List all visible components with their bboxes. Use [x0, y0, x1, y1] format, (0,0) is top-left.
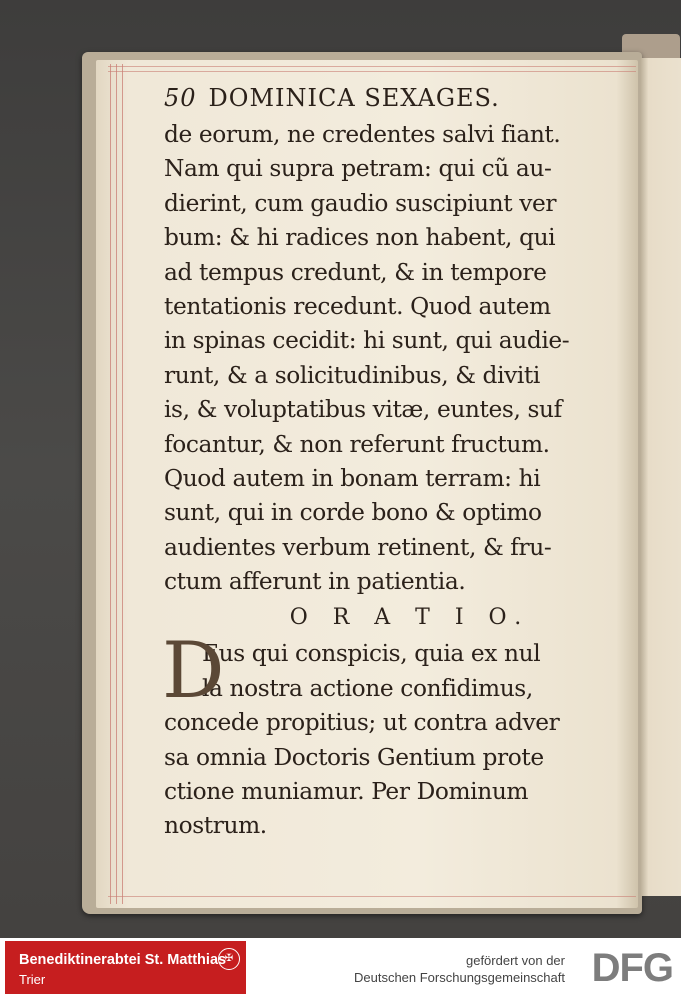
text-line: sa omnia Doctoris Gentium prote	[164, 743, 544, 771]
text-line: dierint, cum gaudio suscipiunt ver	[164, 189, 557, 217]
text-line: concede propitius; ut contra adver	[164, 709, 560, 737]
text-line: focantur, & non referunt fructum.	[164, 430, 550, 458]
text-line: Eus qui conspicis, quia ex nul	[202, 640, 541, 668]
margin-rule	[108, 66, 636, 67]
funding-line: Deutschen Forschungsgemeinschaft	[353, 970, 565, 985]
funding-line: gefördert von der	[465, 953, 565, 968]
margin-rule	[108, 896, 636, 897]
dfg-logo: DFG	[591, 946, 673, 990]
right-page-edge	[640, 58, 681, 896]
margin-rule	[116, 64, 117, 904]
institution-banner[interactable]	[5, 941, 246, 994]
text-line: ctum afferunt in patientia.	[164, 568, 466, 596]
text-line: in spinas cecidit: hi sunt, qui audie-	[164, 327, 570, 355]
text-line: nostrum.	[164, 812, 267, 840]
body-text	[164, 118, 616, 599]
funding-text	[265, 952, 565, 986]
text-line: bum: & hi radices non habent, qui	[164, 224, 556, 252]
text-line: audientes verbum retinent, & fru-	[164, 533, 552, 561]
oratio-heading: O R A T I O.	[289, 605, 531, 631]
text-line: runt, & a solicitudinibus, & diviti	[164, 361, 540, 389]
text-line: Nam qui supra petram: qui cũ au-	[164, 155, 552, 183]
text-line: ad tempus credunt, & in tempore	[164, 258, 547, 286]
page-number: 50	[164, 84, 197, 112]
text-line: la nostra actione confidimus,	[202, 674, 533, 702]
institution-city: Trier	[19, 972, 46, 987]
footer-bar	[0, 938, 681, 1000]
margin-rule	[122, 64, 123, 904]
drop-cap: D	[162, 626, 225, 717]
page-text	[164, 84, 616, 844]
text-line: is, & voluptatibus vitæ, euntes, suf	[164, 396, 562, 424]
text-line: sunt, qui in corde bono & optimo	[164, 499, 542, 527]
text-line: de eorum, ne credentes salvi fiant.	[164, 121, 561, 148]
text-line: tentationis recedunt. Quod autem	[164, 292, 551, 320]
running-header	[164, 84, 616, 118]
text-line: Quod autem in bonam terram: hi	[164, 464, 541, 492]
margin-rule	[110, 64, 111, 904]
oratio-text	[162, 626, 616, 843]
institution-name: Benediktinerabtei St. Matthias	[19, 952, 227, 968]
margin-rule	[108, 71, 636, 72]
abbey-emblem-icon: ✠	[218, 948, 240, 970]
text-line: ctione muniamur. Per Dominum	[164, 778, 529, 806]
running-head-title: DOMINICA SEXAGES.	[208, 84, 500, 112]
